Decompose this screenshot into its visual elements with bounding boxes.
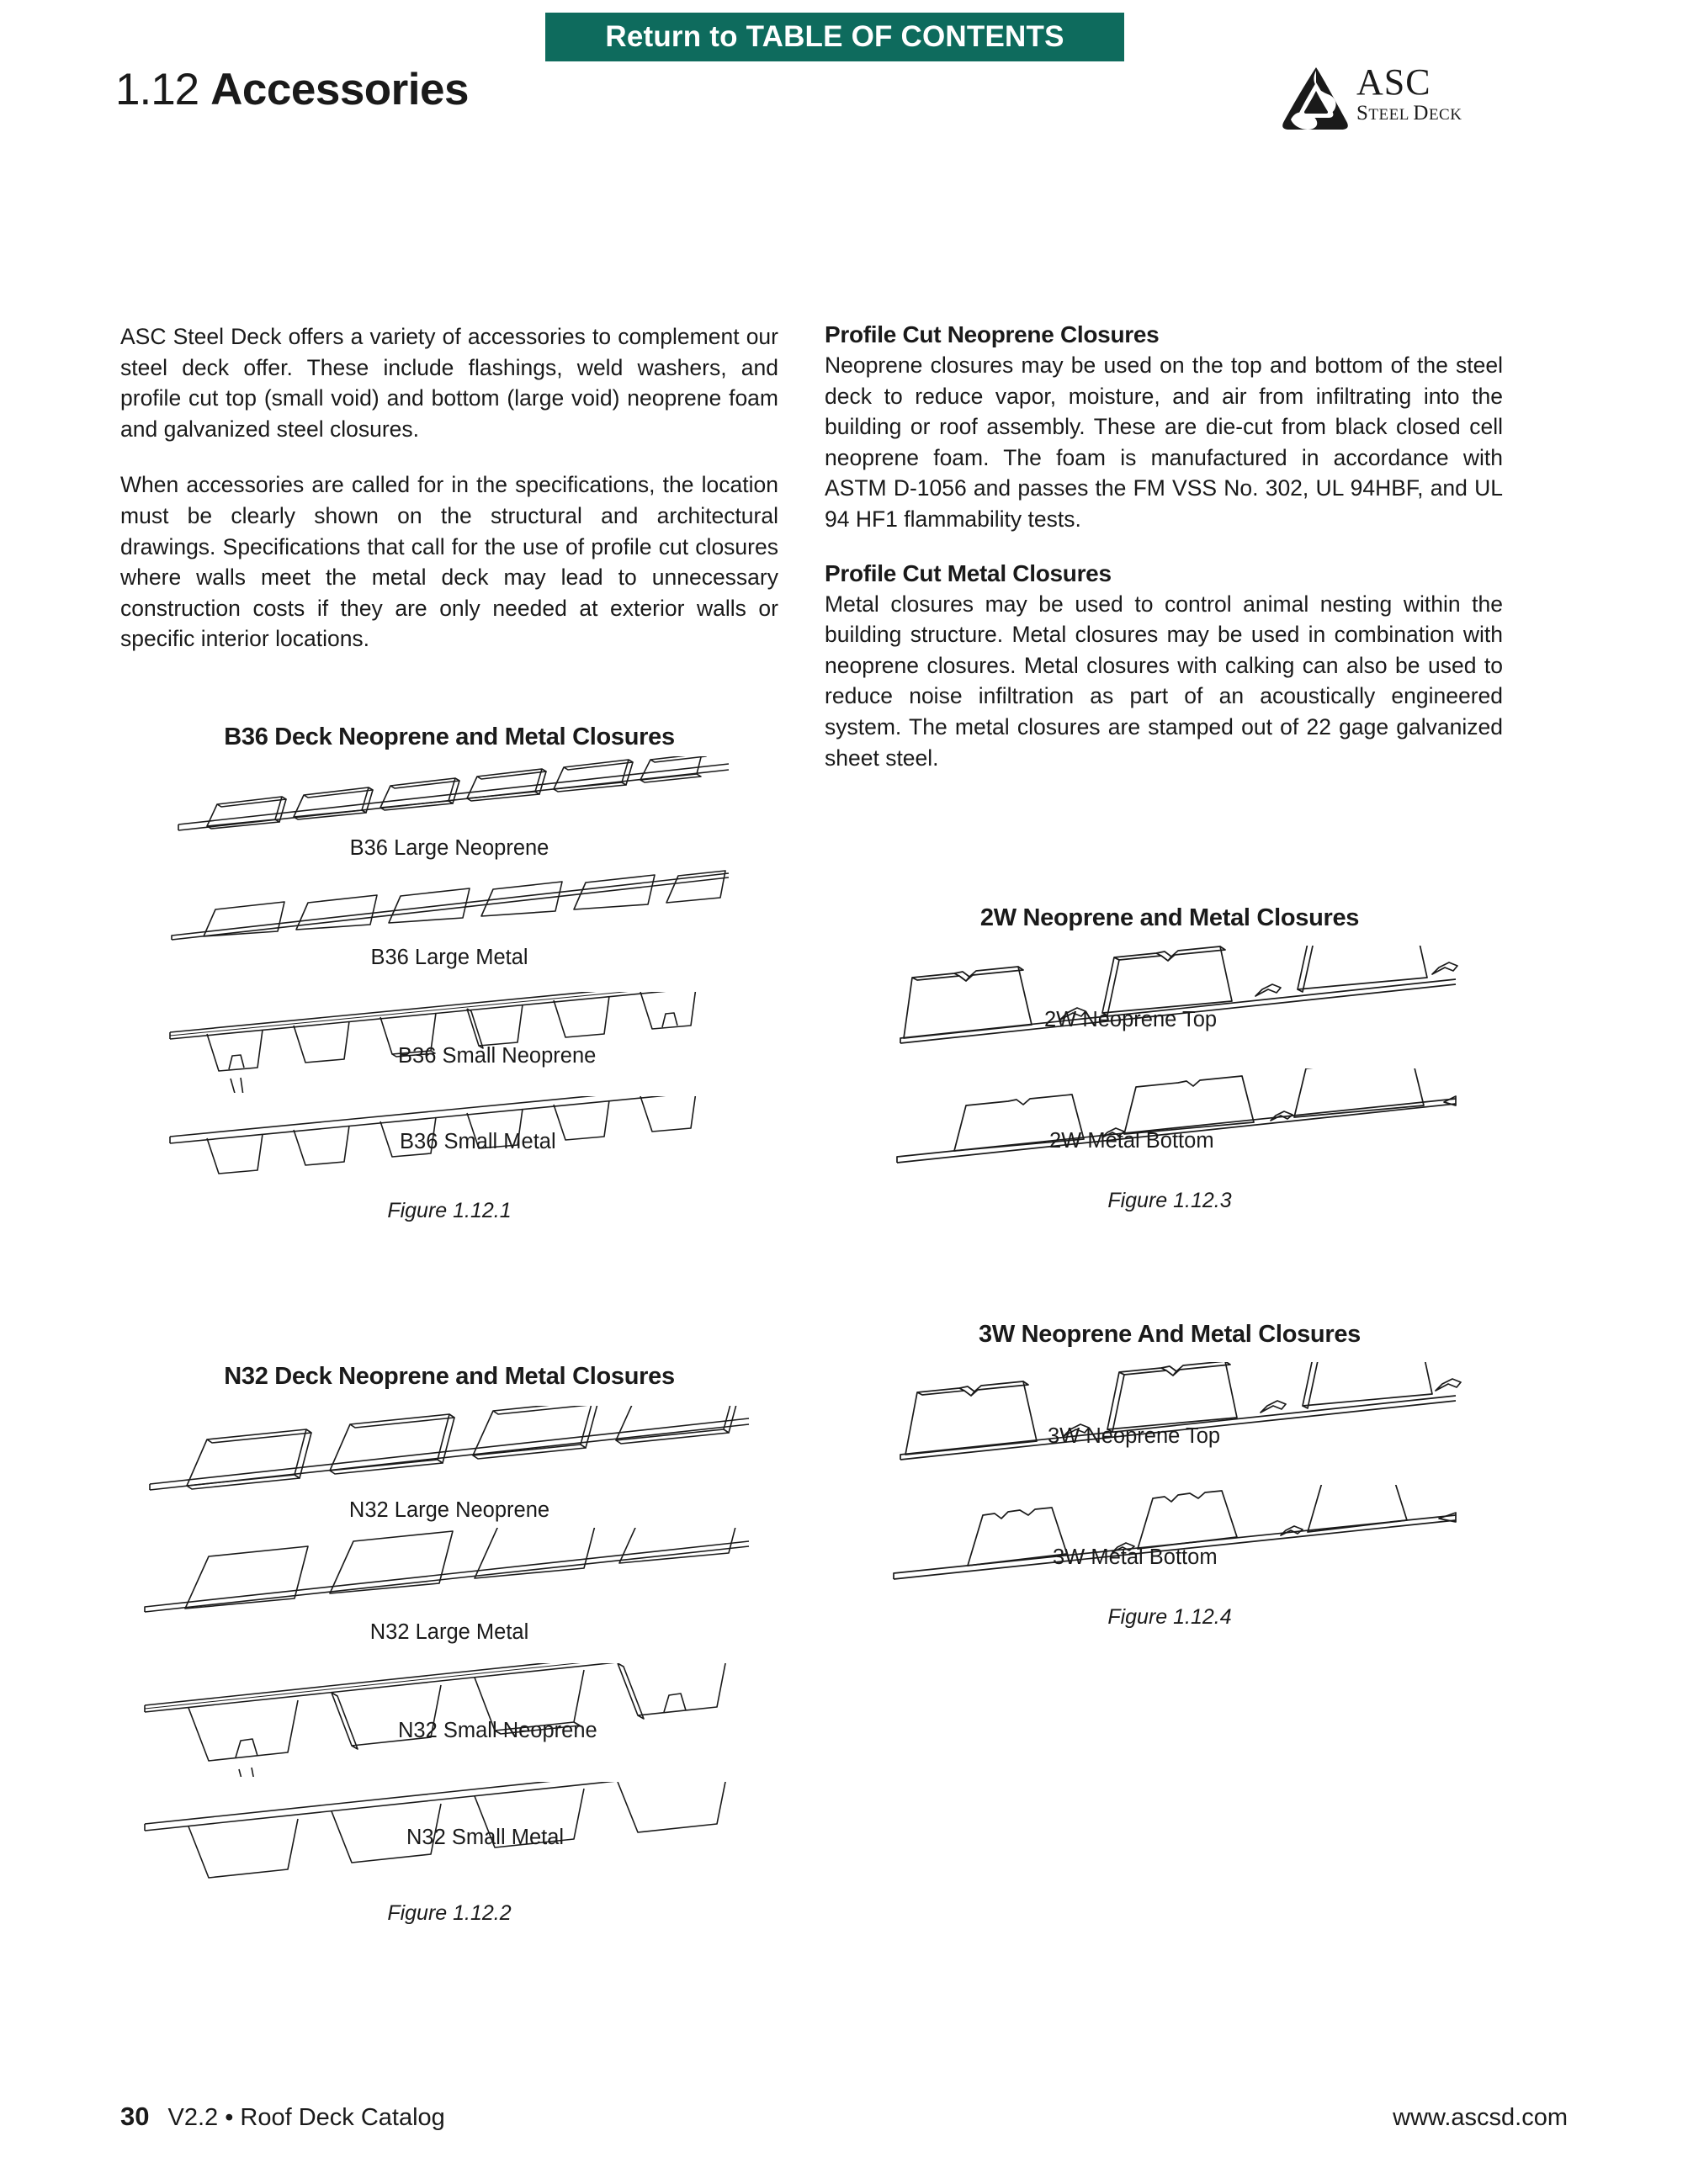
figure-caption-1-12-2: Figure 1.12.2 <box>387 1901 512 1925</box>
figure-3w-closures <box>837 1321 1502 1630</box>
figure-label-2w-neoprene-top: 2W Neoprene Top <box>1044 1008 1218 1031</box>
body-profile-cut-neoprene-closures: Neoprene closures may be used on the top and bottom of the steel deck to reduce vapor, moisture, and air from infiltrating into the building or roof assembly. These are die-cut from black closed cell neoprene foam. The foam is manufactured in accordance with ASTM D-1056 and passes the FM VSS No. 302, UL 94HBF, and UL 94 HF1 flammability tests. <box>825 353 1503 532</box>
drawing-n32-large-neoprene <box>138 1406 761 1498</box>
right-column <box>825 321 1503 798</box>
figure-caption-1-12-4: Figure 1.12.4 <box>1107 1605 1232 1629</box>
footer-page-number: 30 <box>120 2102 150 2131</box>
section-number: 1.12 <box>115 65 199 114</box>
asc-steel-deck-logo <box>1279 61 1498 131</box>
toc-banner-label: Return to TABLE OF CONTENTS <box>605 20 1064 53</box>
figure-label-3w-metal-bottom: 3W Metal Bottom <box>1053 1545 1218 1569</box>
drawing-n32-large-metal <box>138 1528 761 1620</box>
figure-label-n32-small-metal: N32 Small Metal <box>406 1826 565 1849</box>
figure-label-b36-large-metal: B36 Large Metal <box>370 946 528 969</box>
intro-paragraph-1: ASC Steel Deck offers a variety of accessories to complement our steel deck offer. These include flashings, weld washers, and profile cut top (small void) and bottom (large void) neoprene foam and galvanized steel closures. <box>120 324 778 442</box>
figure-label-n32-large-metal: N32 Large Metal <box>369 1620 529 1644</box>
left-column <box>120 321 778 680</box>
figure-label-b36-small-neoprene: B36 Small Neoprene <box>398 1044 597 1068</box>
drawing-2w-metal-bottom <box>875 1068 1464 1174</box>
figure-label-n32-large-neoprene: N32 Large Neoprene <box>348 1498 550 1522</box>
footer-version-text: V2.2 • Roof Deck Catalog <box>167 2104 445 2131</box>
drawing-3w-metal-bottom <box>875 1485 1464 1590</box>
figure-label-b36-large-neoprene: B36 Large Neoprene <box>349 836 549 860</box>
drawing-2w-neoprene-top <box>875 946 1464 1055</box>
figure-label-3w-neoprene-top: 3W Neoprene Top <box>1048 1424 1221 1448</box>
section-title: Accessories <box>210 65 469 114</box>
body-profile-cut-metal-closures: Metal closures may be used to control animal nesting within the building structure. Metal closures may be used in combination with neoprene closures. Metal closures with calking can also be used to reduce noise infiltration as part of an acoustically engineered system. The metal closures are stamped out of 22 gage galvanized sheet steel. <box>825 591 1503 771</box>
figure-n32-deck-closures <box>120 1363 778 1926</box>
figure-label-n32-small-neoprene: N32 Small Neoprene <box>398 1719 597 1742</box>
asc-triangle-swirl-icon <box>1279 66 1353 131</box>
heading-profile-cut-neoprene-closures: Profile Cut Neoprene Closures <box>825 321 1160 347</box>
figure-2w-closures <box>837 904 1502 1213</box>
figure-title-2w: 2W Neoprene and Metal Closures <box>979 904 1360 931</box>
return-to-table-of-contents-button[interactable] <box>545 13 1124 61</box>
figure-caption-1-12-1: Figure 1.12.1 <box>387 1199 512 1222</box>
figure-label-2w-metal-bottom: 2W Metal Bottom <box>1049 1129 1214 1153</box>
figure-b36-deck-closures <box>120 724 778 1223</box>
drawing-b36-large-neoprene <box>163 756 735 836</box>
figure-caption-1-12-3: Figure 1.12.3 <box>1107 1189 1232 1212</box>
figure-label-b36-small-metal: B36 Small Metal <box>400 1130 556 1153</box>
footer-left <box>120 2102 445 2132</box>
logo-wordmark <box>1356 61 1462 125</box>
page-footer <box>120 2102 1568 2132</box>
heading-profile-cut-metal-closures: Profile Cut Metal Closures <box>825 559 1112 586</box>
footer-website[interactable]: www.ascsd.com <box>1393 2104 1568 2131</box>
drawing-b36-large-metal <box>163 866 735 946</box>
drawing-3w-neoprene-top <box>875 1362 1464 1471</box>
figure-title-b36: B36 Deck Neoprene and Metal Closures <box>224 724 675 750</box>
figure-title-n32: N32 Deck Neoprene and Metal Closures <box>224 1363 675 1390</box>
logo-steel-deck-text: STEEL DECK <box>1356 102 1462 125</box>
intro-paragraph-2: When accessories are called for in the specifications, the location must be clearly shown on the structural and architectural drawings. Specifications that call for the use of profile cut closures where walls meet the metal deck may lead to unnecessary construction costs if they are only needed at exterior walls or specific interior locations. <box>120 472 778 652</box>
drawing-b36-small-neoprene <box>163 992 735 1093</box>
logo-asc-text: ASC <box>1356 61 1431 103</box>
figure-title-3w: 3W Neoprene And Metal Closures <box>978 1321 1361 1348</box>
page-title <box>115 64 469 115</box>
